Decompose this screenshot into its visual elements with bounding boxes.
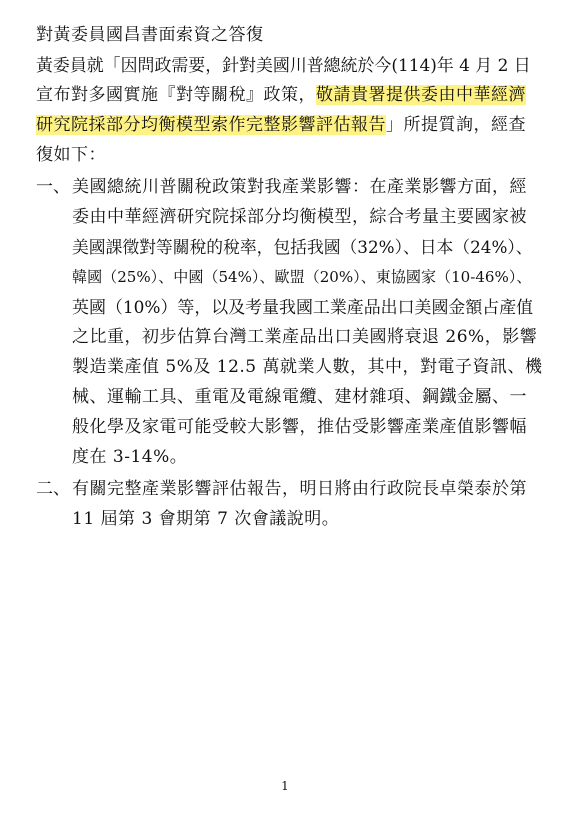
intro-line-4: 復如下： (36, 145, 106, 165)
item-1-marker: 一、 (36, 177, 70, 197)
page-number: 1 (281, 779, 289, 793)
item-1-line-5: 英國（10%）等，以及考量我國工業產品出口美國金額占產值 (72, 297, 534, 317)
item-1-line-6: 之比重，初步估算台灣工業產品出口美國將衰退 26%，影響 (72, 327, 538, 347)
intro-line-2 (36, 80, 526, 110)
item-2-line-1: 有關完整產業影響評估報告，明日將由行政院長卓榮泰於第 (72, 479, 527, 499)
item-1-line-8: 械、運輸工具、重電及電線電纜、建材雜項、鋼鐵金屬、一 (72, 387, 527, 407)
highlighted-request-part-2: 研究院採部分均衡模型索作完整影響評估報告 (36, 115, 386, 135)
intro-line-3-rest: 」所提質詢，經查 (386, 115, 526, 135)
item-2-line-2: 11 屆第 3 會期第 7 次會議說明。 (72, 509, 340, 529)
document-title: 對黃委員國昌書面索資之答復 (36, 25, 264, 45)
item-1-line-9: 般化學及家電可能受較大影響，推估受影響產業產值影響幅 (72, 417, 527, 437)
item-1-line-2: 委由中華經濟研究院採部分均衡模型，綜合考量主要國家被 (72, 207, 527, 227)
item-1-line-3: 美國課徵對等關稅的稅率，包括我國（32%）、日本（24%）、 (72, 237, 533, 257)
item-1-line-7: 製造業產值 5%及 12.5 萬就業人數，其中，對電子資訊、機 (72, 357, 543, 377)
highlighted-request-part-1: 敬請貴署提供委由中華經濟 (316, 85, 526, 105)
intro-line-3 (36, 110, 526, 140)
item-1-line-4: 韓國（25%）、中國（54%）、歐盟（20%）、東協國家（10-46%）、 (72, 268, 532, 286)
item-1-line-1: 美國總統川普關稅政策對我產業影響：在產業影響方面，經 (72, 177, 527, 197)
intro-line-1: 黃委員就「因問政需要，針對美國川普總統於今(114)年 4 月 2 日 (36, 55, 531, 75)
item-1-line-10: 度在 3-14%。 (72, 447, 188, 467)
item-2-marker: 二、 (36, 479, 70, 499)
intro-line-2-text: 宣布對多國實施『對等關稅』政策， (36, 85, 316, 105)
